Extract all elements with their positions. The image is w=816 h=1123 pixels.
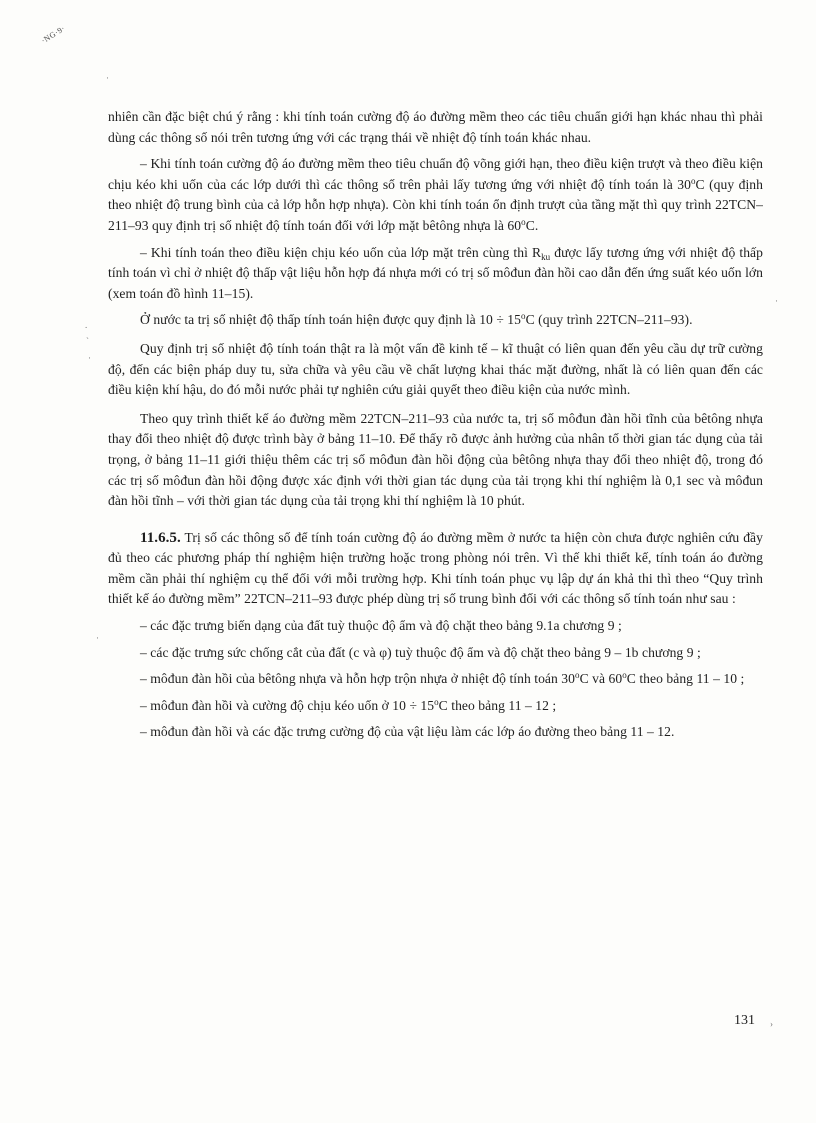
scan-speck: .: [85, 320, 88, 330]
scan-speck: `: [86, 336, 89, 346]
scan-speck: ·: [775, 296, 778, 306]
paragraph-tensile-bending: – Khi tính toán theo điều kiện chịu kéo uốn của lớp mặt trên cùng thì $R_{ku}$ được lấy tương ứng với nhiệt độ thấp tính toán vì chỉ ở nhiệt độ thấp vật liệu hỗn hợp đá nhựa mới có trị số môđun đàn hồi cao dẫn đến ứng suất kéo uốn lớn (xem toán đồ hình 11–15).: [108, 244, 763, 301]
section-11-6-5: 11.6.5. Trị số các thông số để tính toán cường độ áo đường mềm ở nước ta hiện còn chưa được nghiên cứu đầy đủ theo các phương pháp thí nghiệm hiện trường hoặc trong phòng nói trên. Vì thế khi thiết kế, tính toán áo đường mềm cần phải thí nghiệm cụ thể đối với mỗi trường hợp. Khi tính toán phục vụ lập dự án khả thi thì theo “Quy trình thiết kế áo đường mềm” 22TCN–211–93 được phép dùng trị số trung bình đối với các thông số tính toán như sau :: [108, 529, 763, 607]
paragraph-low-temperature: Ở nước ta trị số nhiệt độ thấp tính toán hiện được quy định là $10 \div 15^oC$ (quy trình 22TCN–211–93).: [140, 311, 693, 328]
page-number: 131: [734, 1013, 755, 1028]
scan-speck: ·: [106, 73, 109, 83]
scan-speck: ›: [770, 1019, 773, 1029]
list-item-soil-deformation: – các đặc trưng biến dạng của đất tuỳ thuộc độ ẩm và độ chặt theo bảng 9.1a chương 9 ;: [140, 618, 622, 634]
corner-scan-mark: ·NG·9·: [39, 23, 67, 46]
paragraph-modulus-tables: Theo quy trình thiết kế áo đường mềm 22TCN–211–93 của nước ta, trị số môđun đàn hồi tĩnh của bêtông nhựa thay đổi theo nhiệt độ được trình bày ở bảng 11–10. Để thấy rõ được ảnh hưởng của nhân tố thời gian tác dụng của tải trọng, ở bảng 11–11 giới thiệu thêm các trị số môđun đàn hồi động của bêtông nhựa thay đổi theo nhiệt độ, trong đó các trị số môđun đàn hồi động được xác định với thời gian tác dụng của tải trọng khi thí nghiệm là 0,1 sec và môđun đàn hồi tĩnh – với thời gian tác dụng của tải trọng khi thí nghiệm là 10 phút.: [108, 410, 763, 509]
document-page: [108, 107, 763, 743]
paragraph-intro: nhiên cần đặc biệt chú ý rằng : khi tính toán cường độ áo đường mềm theo các tiêu chuẩn giới hạn khác nhau thì phải dùng các thông số nói trên tương ứng với các trạng thái về nhiệt độ tính toán khác nhau.: [108, 109, 763, 145]
scan-speck: ·: [88, 353, 91, 363]
scan-speck: ·: [96, 633, 99, 643]
paragraph-design-temperature: – Khi tính toán cường độ áo đường mềm theo tiêu chuẩn độ võng giới hạn, theo điều kiện trượt và theo điều kiện chịu kéo khi uốn của các lớp dưới thì các thông số trên phải lấy tương ứng với nhiệt độ tính toán là 30$^o$C (quy định theo nhiệt độ trung bình của cả lớp hỗn hợp nhựa). Còn khi tính toán ổn định trượt của tầng mặt thì quy trình 22TCN–211–93 quy định trị số nhiệt độ tính toán đối với lớp mặt bêtông nhựa là 60$^o$C.: [108, 156, 763, 233]
list-item-tensile-modulus: – môđun đàn hồi và cường độ chịu kéo uốn ở $10 \div 15^oC$ theo bảng 11 – 12 ;: [140, 696, 557, 713]
list-item-shear-strength: – các đặc trưng sức chống cắt của đất (c và φ) tuỳ thuộc độ ẩm và độ chặt theo bảng 9 – 1b chương 9 ;: [140, 644, 701, 660]
section-number: 11.6.5.: [140, 529, 181, 546]
list-item-asphalt-modulus: – môđun đàn hồi của bêtông nhựa và hỗn hợp trộn nhựa ở nhiệt độ tính toán 30$^o$C và 60$^o$C theo bảng 11 – 10 ;: [140, 670, 745, 687]
list-item-material-strength: – môđun đàn hồi và các đặc trưng cường độ của vật liệu làm các lớp áo đường theo bảng 11 – 12.: [140, 724, 675, 740]
paragraph-regulation: Quy định trị số nhiệt độ tính toán thật ra là một vấn đề kinh tế – kĩ thuật có liên quan đến yêu cầu dự trữ cường độ, đến các biện pháp duy tu, sửa chữa và yêu cầu về chất lượng khai thác mặt đường, nhất là có liên quan đến các điều kiện khí hậu, do đó mỗi nước phải tự nghiên cứu giải quyết theo điều kiện của nước mình.: [108, 340, 763, 398]
